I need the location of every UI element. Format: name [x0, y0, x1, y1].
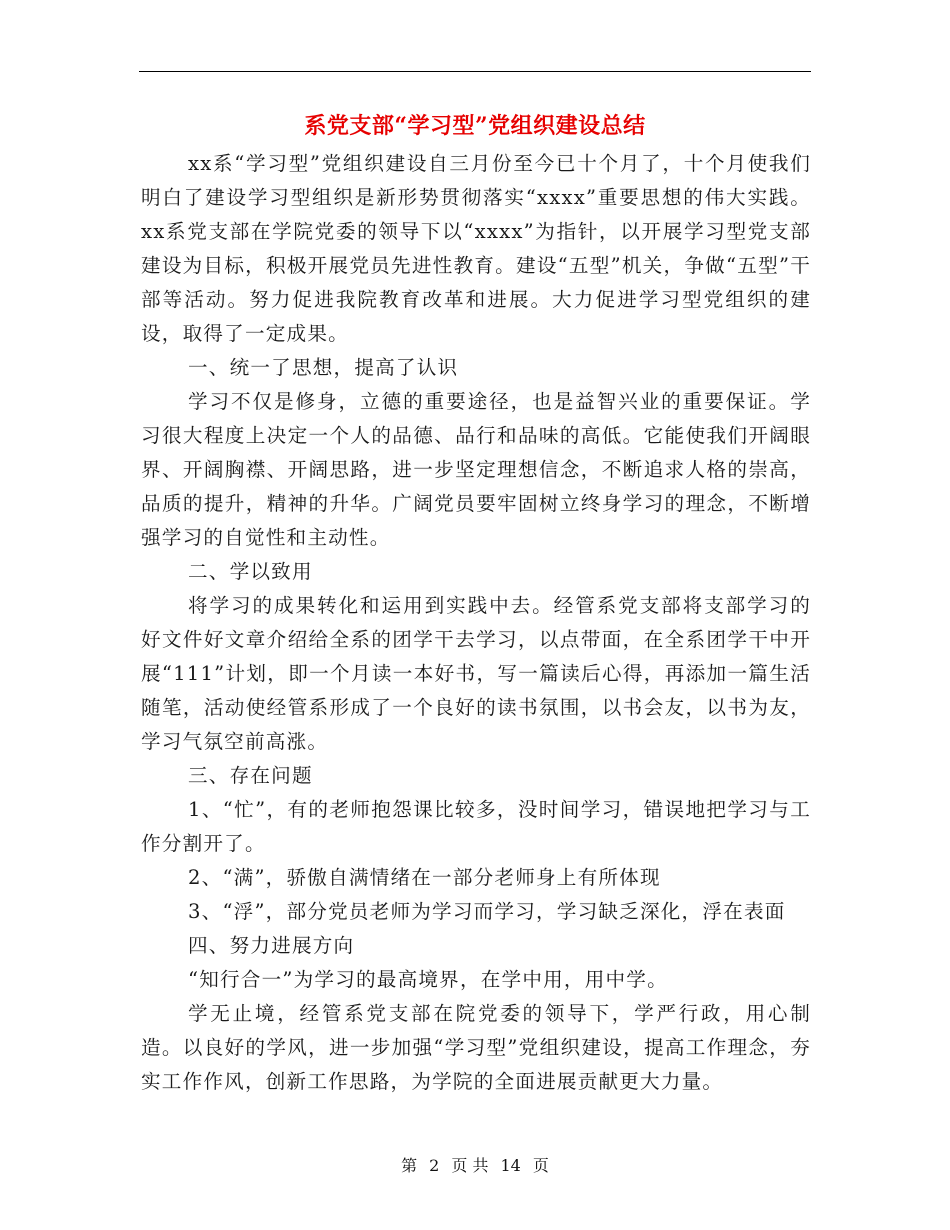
section-heading-1: 一、统一了思想，提高了认识	[188, 356, 459, 379]
section-heading-2: 二、学以致用	[188, 560, 313, 583]
problem-item-2: 2、“满”，骄傲自满情绪在一部分老师身上有所体现	[188, 866, 661, 889]
footer-suffix: 页	[532, 1156, 549, 1175]
document-body	[141, 147, 811, 1099]
section-heading-3: 三、存在问题	[188, 764, 313, 787]
page-footer	[0, 1153, 950, 1176]
footer-prefix: 第	[401, 1156, 418, 1175]
paragraph-intro: xx系“学习型”党组织建设自三月份至今已十个月了，十个月使我们明白了建设学习型组织是新形势贯彻落实“xxxx”重要思想的伟大实践。xx系党支部在学院党委的领导下以“xxxx”为指针，以开展学习型党支部建设为目标，积极开展党员先进性教育。建设“五型”机关，争做“五型”干部等活动。努力促进我院教育改革和进展。大力促进学习型党组织的建设，取得了一定成果。	[141, 152, 811, 345]
footer-middle: 页 共	[451, 1156, 489, 1175]
document-title: 系党支部“学习型”党组织建设总结	[304, 113, 646, 139]
problem-item-3: 3、“浮”，部分党员老师为学习而学习，学习缺乏深化，浮在表面	[188, 900, 786, 923]
footer-page-number: 2	[429, 1156, 440, 1175]
paragraph-direction-2: 学无止境，经管系党支部在院党委的领导下，学严行政，用心制造。以良好的学风，进一步加强“学习型”党组织建设，提高工作理念，夯实工作作风，创新工作思路，为学院的全面进展贡献更大力量。	[141, 1002, 811, 1093]
footer-page-total: 14	[500, 1156, 521, 1175]
header-rule	[139, 71, 811, 72]
problem-item-1: 1、“忙”，有的老师抱怨课比较多，没时间学习，错误地把学习与工作分割开了。	[141, 798, 811, 855]
paragraph-section-2: 将学习的成果转化和运用到实践中去。经管系党支部将支部学习的好文件好文章介绍给全系的团学干去学习，以点带面，在全系团学干中开展“111”计划，即一个月读一本好书，写一篇读后心得，再添加一篇生活随笔，活动使经管系形成了一个良好的读书氛围，以书会友，以书为友，学习气氛空前高涨。	[141, 594, 811, 753]
paragraph-direction-1: “知行合一”为学习的最高境界，在学中用，用中学。	[188, 968, 668, 991]
section-heading-4: 四、努力进展方向	[188, 934, 355, 957]
paragraph-section-1: 学习不仅是修身，立德的重要途径，也是益智兴业的重要保证。学习很大程度上决定一个人的品德、品行和品味的高低。它能使我们开阔眼界、开阔胸襟、开阔思路，进一步坚定理想信念，不断追求人格的崇高，品质的提升，精神的升华。广阔党员要牢固树立终身学习的理念，不断增强学习的自觉性和主动性。	[141, 390, 811, 549]
